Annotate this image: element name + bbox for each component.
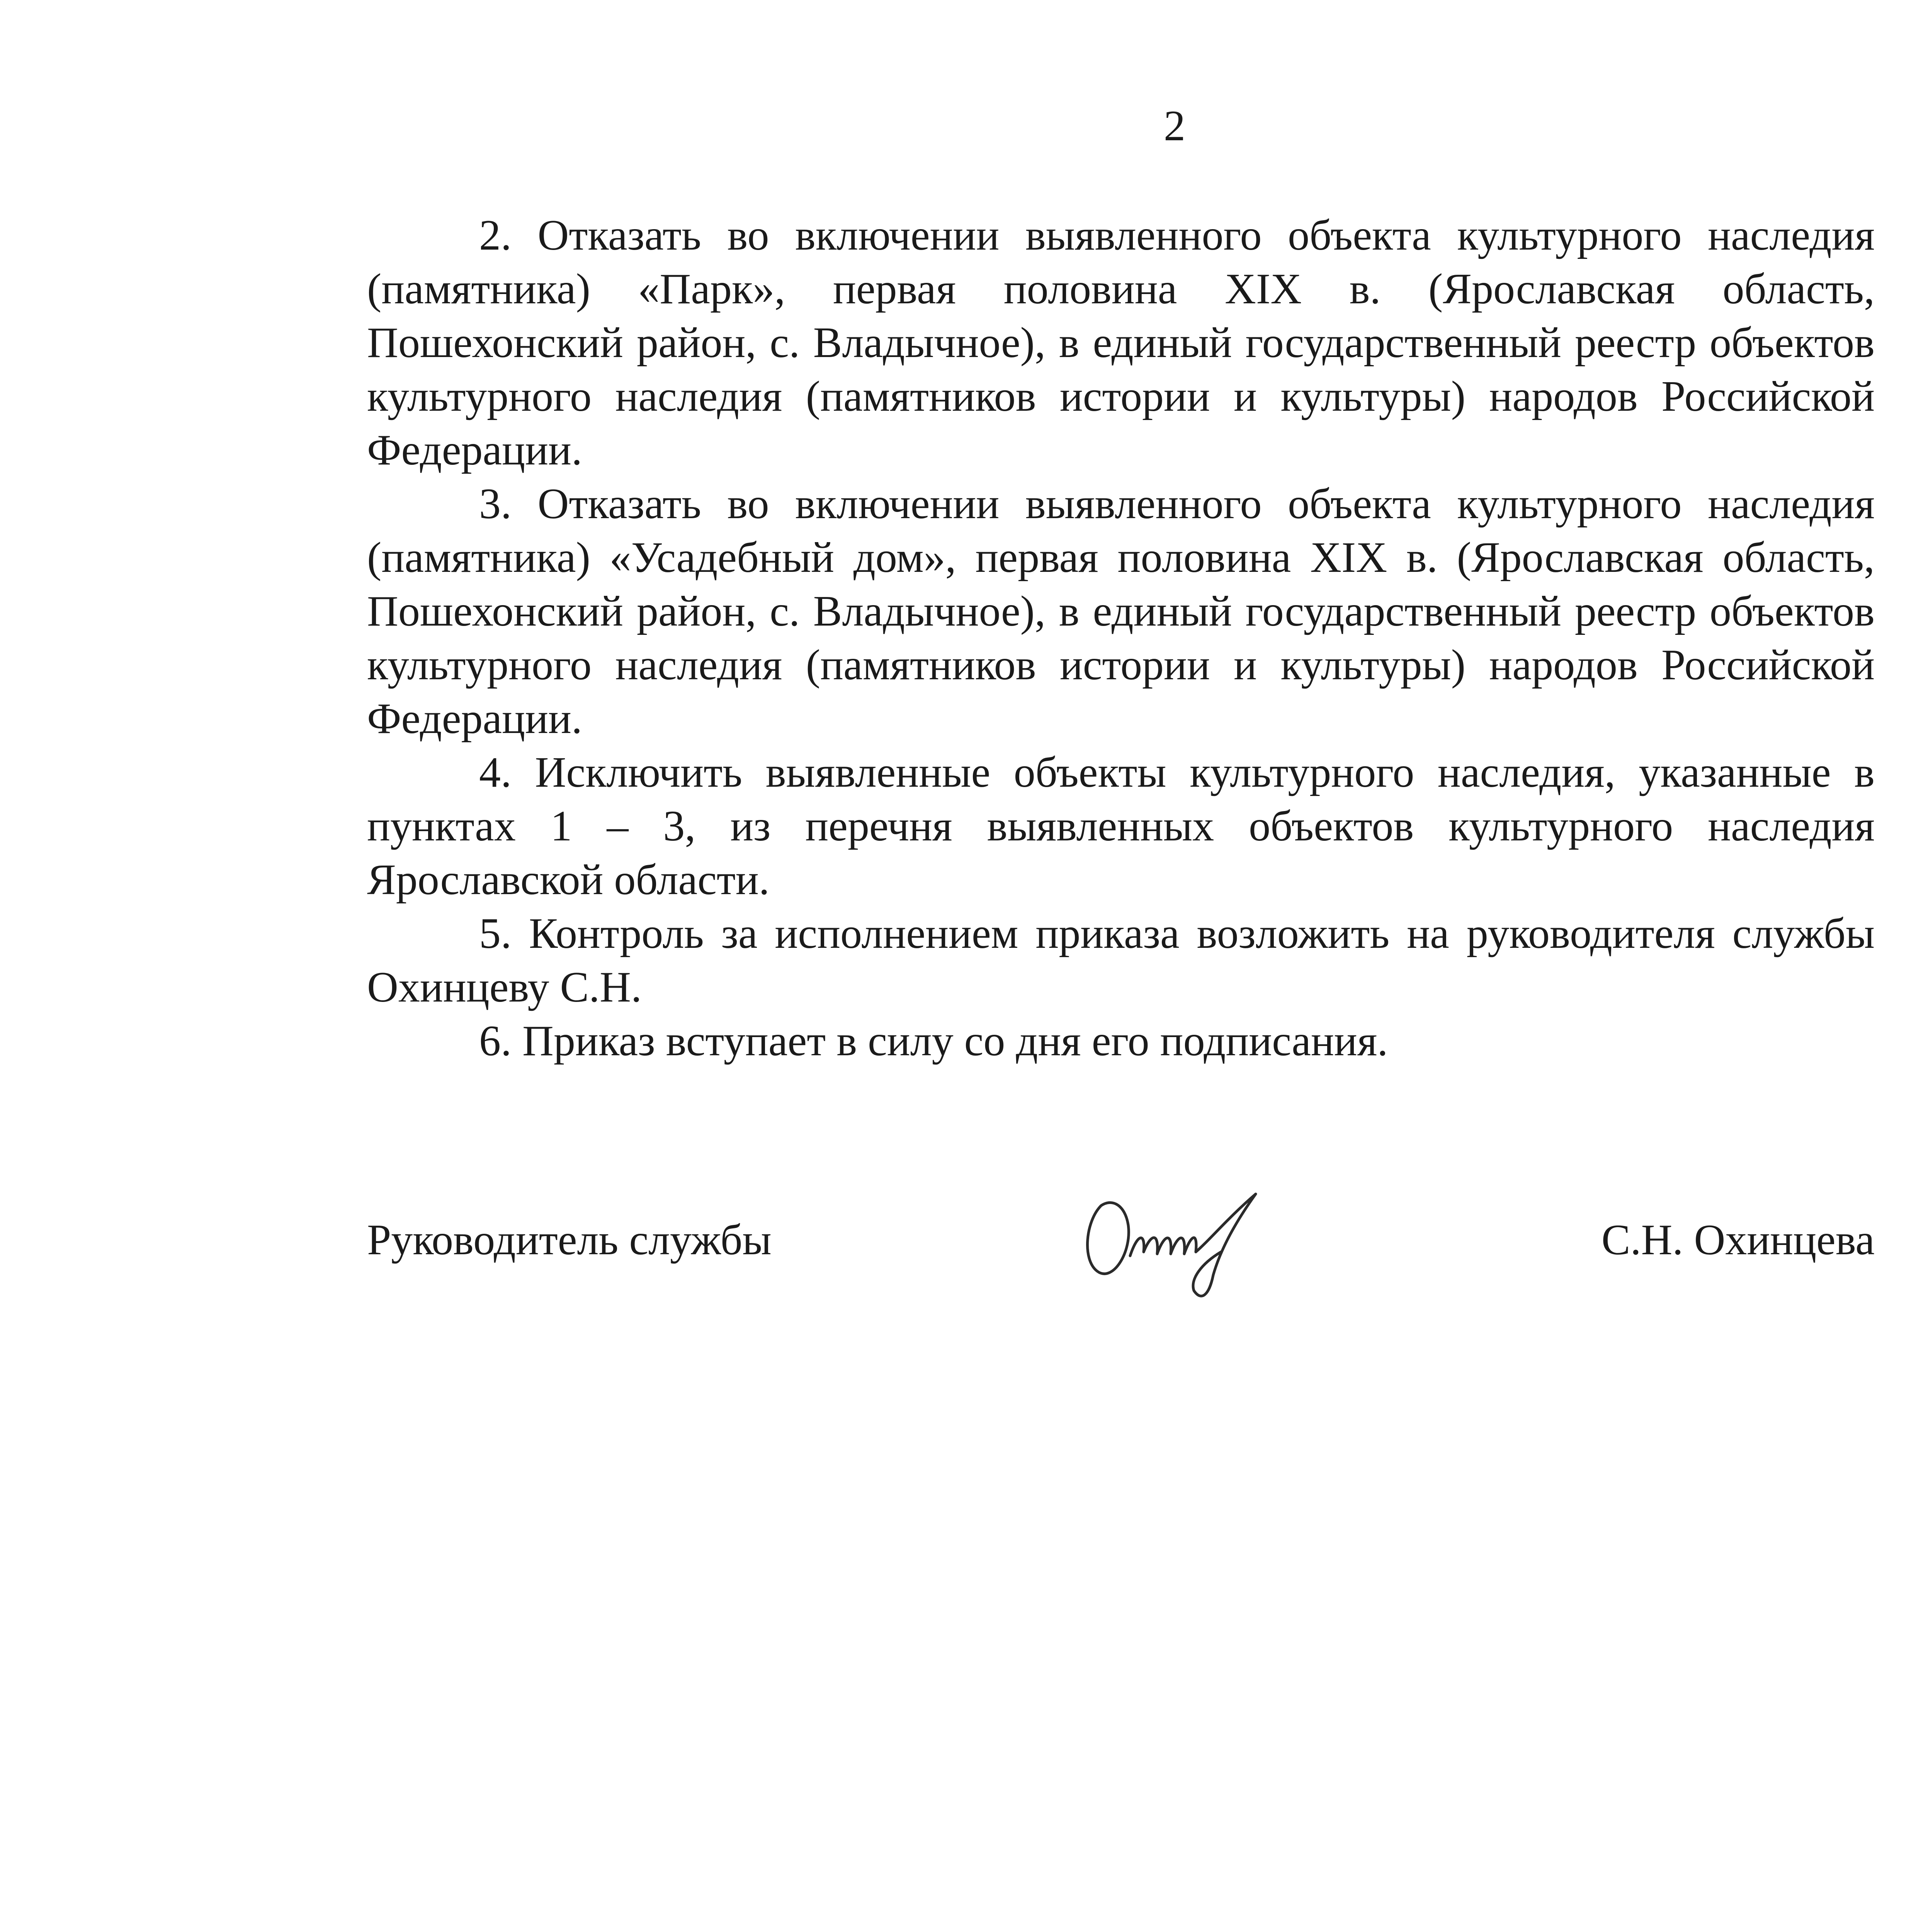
signature-stroke-middle [1130,1238,1196,1256]
signature-stroke-tail [1193,1194,1256,1296]
signature-stroke-o [1088,1202,1129,1274]
signature-block [367,1175,1875,1329]
handwritten-signature [1074,1175,1306,1314]
paragraph-6: 6. Приказ вступает в силу со дня его подписания. [479,1017,1388,1065]
paragraph-5: 5. Контроль за исполнением приказа возложить на руководителя службы Охинцеву С.Н. [367,910,1875,1011]
page-number: 2 [1164,102,1185,150]
paragraph-3: 3. Отказать во включении выявленного объекта культурного наследия (памятника) «Усадебный дом», первая половина XIX в. (Ярославская область, Пошехонский район, с. Владычное), в единый государственный реестр объектов культурного наследия (памятников истории и культуры) народов Российской Федерации. [367,480,1875,743]
signatory-name: С.Н. Охинцева [1601,1216,1875,1264]
paragraph-2: 2. Отказать во включении выявленного объекта культурного наследия (памятника) «Парк», первая половина XIX в. (Ярославская область, Пошехонский район, с. Владычное), в единый государственный реестр объектов культурного наследия (памятников истории и культуры) народов Российской Федерации. [367,211,1875,474]
document-body [367,209,1875,1068]
paragraph-4: 4. Исключить выявленные объекты культурного наследия, указанные в пунктах 1 – 3, из перечня выявленных объектов культурного наследия Ярославской области. [367,748,1875,904]
signatory-position: Руководитель службы [367,1216,772,1264]
